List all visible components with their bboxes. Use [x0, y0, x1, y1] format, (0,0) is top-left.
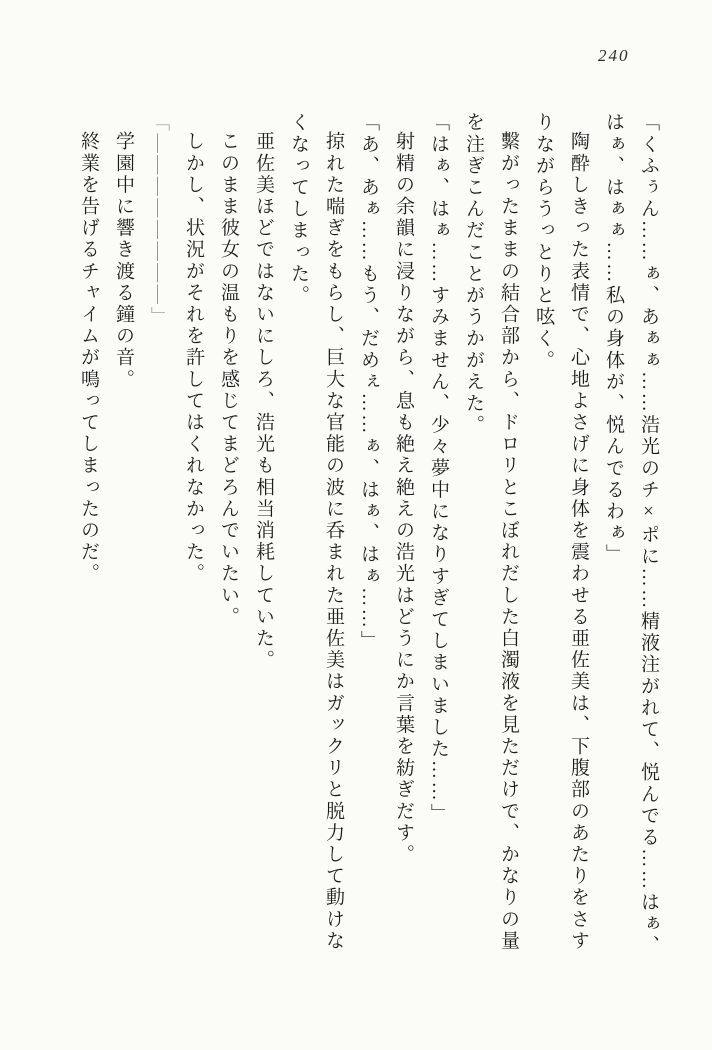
dialogue-line: 「あ、あぁ……もう、だめぇ……ぁ、はぁ、はぁ……」 — [358, 112, 379, 652]
narration-line: 射精の余韻に浸りながら、息も絶え絶えの浩光はどうにか言葉を紡ぎだす。 — [393, 131, 414, 866]
narration-line: 終業を告げるチャイムが鳴ってしまったのだ。 — [78, 131, 99, 585]
page-number: 240 — [598, 46, 630, 65]
narration-line: しかし、状況がそれを許してはくれなかった。 — [183, 131, 204, 585]
text-block — [71, 112, 666, 957]
dialogue-line: 「くふぅん……ぁ、あぁぁ……浩光のチ×ポに……精液注がれて、悦んでる……はぁ、はぁ、はぁぁ……私の身体が、悦んでるわぁ」 — [603, 112, 659, 957]
narration-line: 亜佐美ほどではないにしろ、浩光も相当消耗していた。 — [253, 131, 274, 671]
narration-line: 掠れた喘ぎをもらし、巨大な官能の波に呑まれた亜佐美はガックリと脱力して動けなくなってしまった。 — [288, 112, 344, 952]
narration-line: 陶酔しきった表情で、心地よさげに身体を震わせる亜佐美は、下腹部のあたりをさすりながらうっとりと呟く。 — [533, 112, 589, 952]
narration-line: 学園中に響き渡る鐘の音。 — [113, 131, 134, 391]
dialogue-line: 「はぁ、はぁ……すみません、少々夢中になりすぎてしまいました……」 — [428, 112, 449, 825]
section-divider: 「――――――――」 — [148, 112, 169, 328]
narration-line: このまま彼女の温もりを感じてまどろんでいたい。 — [218, 131, 239, 628]
narration-line: 繫がったままの結合部から、ドロリとこぼれだした白濁液を見ただけで、かなりの量を注ぎこんだことがうかがえた。 — [463, 112, 519, 952]
